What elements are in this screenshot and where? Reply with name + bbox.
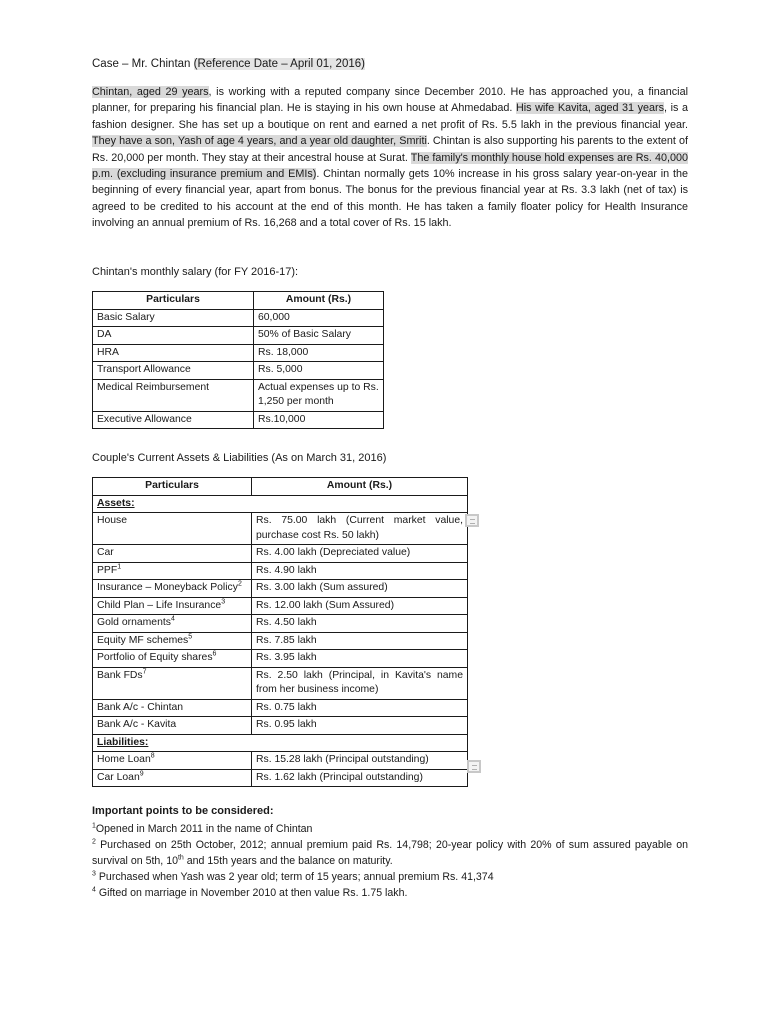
table-cell: Rs. 1.62 lakh (Principal outstanding) — [252, 769, 468, 787]
highlight-wife-age: His wife Kavita, aged 31 years — [515, 102, 665, 115]
table-cell — [93, 717, 252, 735]
table-cell: 60,000 — [254, 309, 384, 327]
asset-name: Bank A/c - Chintan — [97, 701, 184, 713]
table-cell — [93, 667, 252, 699]
table-row — [93, 545, 468, 563]
liabilities-heading: Liabilities: — [93, 734, 468, 752]
highlight-children: They have a son, Yash of age 4 years, and a year old daughter, Smriti — [92, 135, 427, 148]
footnote-ref: 7 — [142, 668, 147, 676]
table-cell — [93, 615, 252, 633]
table-cell: Medical Reimbursement — [93, 379, 254, 411]
table-cell — [93, 752, 252, 770]
footnote-ref: 4 — [170, 615, 175, 623]
footnote-text: Gifted on marriage in November 2010 at then value Rs. 1.75 lakh. — [98, 887, 408, 899]
table-cell: Rs. 3.00 lakh (Sum assured) — [252, 580, 468, 598]
salary-table — [92, 291, 384, 429]
table-cell — [93, 699, 252, 717]
footnote-ref: 8 — [150, 752, 155, 760]
assets-heading: Assets: — [93, 495, 468, 513]
comment-icon[interactable] — [467, 760, 481, 773]
table-cell: Rs. 5,000 — [254, 362, 384, 380]
table-header-row — [93, 478, 468, 496]
table-row — [93, 699, 468, 717]
assets-liabilities-table — [92, 477, 468, 787]
table-header-row — [93, 292, 384, 310]
asset-name: Car — [97, 547, 114, 558]
table-row — [93, 650, 468, 668]
footnote-ref: 2 — [237, 580, 242, 588]
table-row — [93, 344, 384, 362]
intro-text-3: . Chintan is also supporting his parents to the extent of Rs. 20,000 per month. They stay at their ancestral house at Surat. — [92, 135, 688, 164]
table-row — [93, 580, 468, 598]
table-cell: Basic Salary — [93, 309, 254, 327]
liability-name: Home Loan — [97, 754, 151, 765]
table-cell: Rs. 4.00 lakh (Depreciated value) — [252, 545, 468, 563]
table-cell — [93, 597, 252, 615]
intro-text-4: . Chintan normally gets 10% increase in his gross salary year-on-year in the beginning of every financial year, apart from bonus. The bonus for the previous financial year at Rs. 3.3 lakh (net of tax) is agreed to be credited to his account at the end of this month. He has taken a family floater policy for Health Insurance involving an annual premium of Rs. 16,268 and a total cover of Rs. 15 lakh. — [92, 168, 688, 230]
table-cell: Rs. 7.85 lakh — [252, 632, 468, 650]
group-row-assets — [93, 495, 468, 513]
table-cell: Rs. 0.75 lakh — [252, 699, 468, 717]
table-cell: Rs. 75.00 lakh (Current market value, purchase cost Rs. 50 lakh) — [252, 513, 468, 545]
footnote-1 — [92, 821, 688, 837]
table-cell — [93, 769, 252, 787]
comment-icon[interactable] — [465, 514, 479, 527]
table-row — [93, 597, 468, 615]
table-cell: Rs. 18,000 — [254, 344, 384, 362]
footnote-number: 2 — [92, 838, 96, 846]
column-header: Amount (Rs.) — [254, 292, 384, 310]
table-row — [93, 769, 468, 787]
table-row — [93, 667, 468, 699]
table-cell: HRA — [93, 344, 254, 362]
table-row — [93, 632, 468, 650]
table-cell: Actual expenses up to Rs. 1,250 per month — [254, 379, 384, 411]
asset-name: Gold ornaments — [97, 617, 171, 628]
column-header: Particulars — [93, 478, 252, 496]
asset-name: House — [97, 515, 128, 526]
table-row — [93, 362, 384, 380]
points-title: Important points to be considered: — [92, 805, 274, 817]
table-row — [93, 717, 468, 735]
table-row — [93, 752, 468, 770]
footnote-ref: 9 — [139, 770, 144, 778]
intro-text-1: , is working with a reputed company since December 2010. He has approached you, a financial planner, for preparing his financial plan. He is staying in his own house at Ahmedabad. — [92, 86, 688, 115]
table-cell: 50% of Basic Salary — [254, 327, 384, 345]
footnote-text: and 15th years and the balance on maturity. — [183, 855, 393, 867]
assets-label: Couple's Current Assets & Liabilities (As on March 31, 2016) — [92, 452, 387, 464]
liability-name: Car Loan — [97, 771, 140, 783]
table-cell — [93, 513, 252, 545]
table-cell: Executive Allowance — [93, 411, 254, 429]
asset-name: Insurance – Moneyback Policy — [97, 582, 238, 593]
table-row — [93, 411, 384, 429]
asset-name: Bank A/c - Kavita — [97, 719, 177, 730]
footnote-4 — [92, 885, 688, 901]
asset-name: Equity MF schemes — [97, 634, 189, 646]
asset-name: Bank FDs — [97, 669, 143, 681]
footnote-number: 3 — [92, 870, 96, 878]
footnote-2 — [92, 837, 688, 869]
footnote-3 — [92, 869, 688, 885]
table-cell — [93, 580, 252, 598]
group-row-liabilities — [93, 734, 468, 752]
table-cell: Rs. 4.50 lakh — [252, 615, 468, 633]
footnote-number: 1 — [92, 822, 96, 830]
ordinal-suffix: th — [177, 854, 184, 862]
table-cell: Rs. 15.28 lakh (Principal outstanding) — [252, 752, 468, 770]
case-description — [92, 84, 688, 232]
column-header: Particulars — [93, 292, 254, 310]
table-row — [93, 309, 384, 327]
column-header: Amount (Rs.) — [252, 478, 468, 496]
table-cell: Rs. 4.90 lakh — [252, 562, 468, 580]
table-cell — [93, 650, 252, 668]
table-cell: Rs. 0.95 lakh — [252, 717, 468, 735]
table-row — [93, 513, 468, 545]
table-cell — [93, 632, 252, 650]
footnote-ref: 6 — [212, 650, 217, 658]
table-cell: DA — [93, 327, 254, 345]
footnote-ref: 5 — [188, 633, 193, 641]
footnote-ref: 1 — [117, 563, 122, 571]
highlight-expenses: The family's monthly house hold expenses are Rs. 40,000 p.m. (excluding insurance premium and EMIs) — [92, 151, 688, 181]
salary-label: Chintan's monthly salary (for FY 2016-17): — [92, 266, 299, 278]
table-cell: Transport Allowance — [93, 362, 254, 380]
footnote-ref: 3 — [221, 598, 226, 606]
highlight-chintan-age: Chintan, aged 29 years — [92, 86, 209, 98]
asset-name: Child Plan – Life Insurance — [97, 599, 222, 611]
footnote-number: 4 — [92, 886, 96, 894]
table-row — [93, 615, 468, 633]
table-cell: Rs.10,000 — [254, 411, 384, 429]
footnotes — [92, 821, 688, 901]
case-label: Case – Mr. Chintan — [92, 58, 194, 70]
asset-name: Portfolio of Equity shares — [97, 652, 213, 663]
footnote-text: Purchased on 25th October, 2012; annual premium paid Rs. 14,798; 20-year policy with 20% of sum assured payable on survival on 5th, 10 — [92, 839, 688, 867]
table-cell — [93, 545, 252, 563]
table-cell — [93, 562, 252, 580]
intro-text-2: , is a fashion designer. She has set up a boutique on rent and earned a net profit of Rs. 5.5 lakh in the previous financial year. — [92, 102, 688, 131]
footnote-text: Purchased when Yash was 2 year old; term of 15 years; annual premium Rs. 41,374 — [98, 871, 494, 883]
table-cell: Rs. 3.95 lakh — [252, 650, 468, 668]
table-cell: Rs. 2.50 lakh (Principal, in Kavita's name from her business income) — [252, 667, 468, 699]
table-row — [93, 379, 384, 411]
reference-date: (Reference Date – April 01, 2016) — [193, 58, 365, 70]
footnote-text: Opened in March 2011 in the name of Chintan — [95, 823, 313, 835]
table-cell: Rs. 12.00 lakh (Sum Assured) — [252, 597, 468, 615]
table-row — [93, 562, 468, 580]
case-title — [92, 58, 365, 70]
table-row — [93, 327, 384, 345]
asset-name: PPF — [97, 564, 118, 576]
